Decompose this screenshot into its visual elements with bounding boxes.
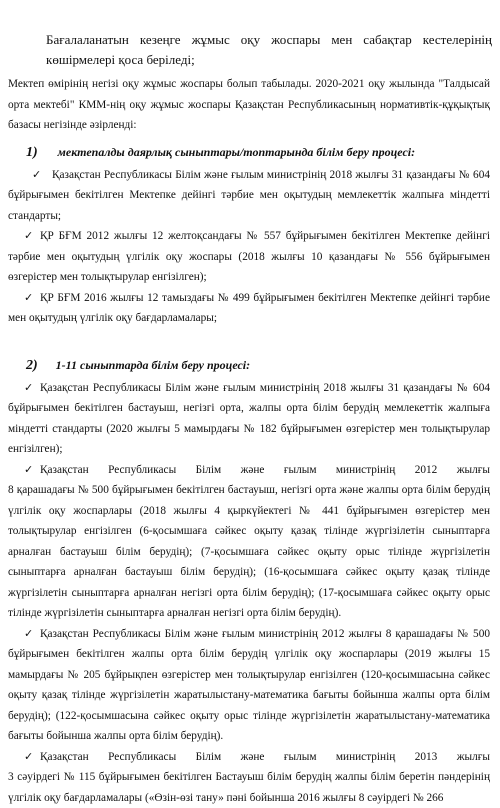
list-item-text: Қазақстан Республикасы Білім және ғылым министрінің 2018 жылғы 31 қазандағы № 604 бұйрығымен бекітілген Мектепке дейінгі тәрбие мен оқытудың мемлекеттік жалпыға міндетті стандарты; [8, 169, 490, 222]
list-item-text: Қазақстан Республикасы Білім және ғылым министрінің 2012 жылғы 8 қарашадағы № 500 бұйрығымен бекітілген жалпы орта білім берудің үлгілік оқу жоспарлары (2019 жылғы 15 мамырдағы № 205 бұйрықпен өзгерістер мен толықтырулар енгізілген (120-қосымшасына сәйкес оқыту қазақ тілінде жүргізілетін жаратылыстану-математика бағыты бойынша жалпы орта білім берудің); (122-қосымшасына сәйкес оқыту орыс тілінде жүргізілетін жаратылыстану-математика бағыты бойынша жалпы орта білім берудің). [8, 628, 490, 743]
list-item [8, 226, 490, 288]
list-item-text: Қазақстан Республикасы Білім және ғылым министрінің 2013 жылғы [40, 751, 490, 763]
list-item-continuation: 3 сәуірдегі № 115 бұйрығымен бекітілген Бастауыш білім берудің жалпы білім беретін пәндерінің үлгілік оқу бағдарламалары («Өзін-өзі тану» пәні бойынша 2016 жылғы 8 сәуірдегі № 266 [8, 771, 490, 804]
checkmark-icon: ✓ [24, 624, 38, 645]
intro-paragraph: Бағалаланатын кезеңге жұмыс оқу жоспары мен сабақтар кестелерінің көшірмелері қоса беріледі; [46, 30, 492, 70]
list-item [8, 288, 490, 329]
section-1-heading [26, 140, 500, 165]
checkmark-icon: ✓ [24, 378, 38, 399]
list-item-text: ҚР БҒМ 2016 жылғы 12 тамыздағы № 499 бұйрығымен бекітілген Мектепке дейінгі тәрбие мен оқытудың үлгілік оқу бағдарламалары; [8, 292, 490, 325]
list-item-text: ҚР БҒМ 2012 жылғы 12 желтоқсандағы № 557 бұйрығымен бекітілген Мектепке дейінгі тәрбие мен оқытудың үлгілік оқу жоспары (2018 жылғы 10 қазандағы № 556 бұйрығымен өзгерістер мен толықтырулар енгізілген); [8, 230, 490, 283]
checkmark-icon: ✓ [24, 226, 38, 247]
basis-paragraph: Мектеп өмірінің негізі оқу жұмыс жоспары болып табылады. 2020-2021 оқу жылында "Талдысай орта мектебі" КММ-нің оқу жұмыс жоспары Қазақстан Республикасының нормативтік-құқықтық базасы негізінде әзірленді: [8, 74, 490, 136]
section-2-title: 1-11 сыныптарда білім беру процесі: [56, 358, 250, 372]
list-item-text: Қазақстан Республикасы Білім және ғылым министрінің 2012 жылғы [40, 464, 490, 476]
section-2-heading [26, 353, 500, 378]
section-1-title: мектепалды даярлық сыныптары/топтарында білім беру процесі: [58, 145, 415, 159]
list-item-continuation: 8 қарашадағы № 500 бұйрығымен бекітілген бастауыш, негізгі орта және жалпы орта білім берудің үлгілік оқу жоспарлары (2018 жылғы 4 қыркүйектегі № 441 бұйрығымен өзгерістер мен толықтырулар енгізілген (6-қосымшаға сәйкес оқыту қазақ тілінде жүргізілетін сыныптарға арналған бастауыш білім берудің); (7-қосымшаға сәйкес оқыту орыс тілінде жүргізілетін сыныптарға арналған бастауыш білім берудің); (16-қосымшаға сәйкес оқыту қазақ тілінде жүргізілетін сыныптарға арналған негізгі орта білім берудің); (17-қосымшаға сәйкес оқыту орыс тілінде жүргізілетін сыныптарға арналған негізгі орта білім берудің). [8, 484, 490, 619]
list-item-first-line [8, 747, 490, 768]
section-2-number: 2) [26, 358, 38, 373]
list-item [8, 165, 490, 227]
list-item [8, 460, 490, 624]
section-1-number: 1) [26, 145, 38, 160]
checkmark-icon: ✓ [32, 165, 46, 186]
list-item-text: Қазақстан Республикасы Білім және ғылым министрінің 2018 жылғы 31 қазандағы № 604 бұйрығымен бекітілген бастауыш, негізгі орта, жалпы орта білім берудің мемлекеттік жалпыға міндетті стандарты (2020 жылғы 5 мамырдағы № 182 бұйрығымен өзгерістер мен толықтырулар енгізілген); [8, 382, 490, 456]
checkmark-icon: ✓ [24, 460, 38, 481]
checkmark-icon: ✓ [24, 288, 38, 309]
list-item [8, 747, 490, 808]
list-item [8, 378, 490, 460]
list-item [8, 624, 490, 747]
checkmark-icon: ✓ [24, 747, 38, 768]
list-item-first-line [8, 460, 490, 481]
